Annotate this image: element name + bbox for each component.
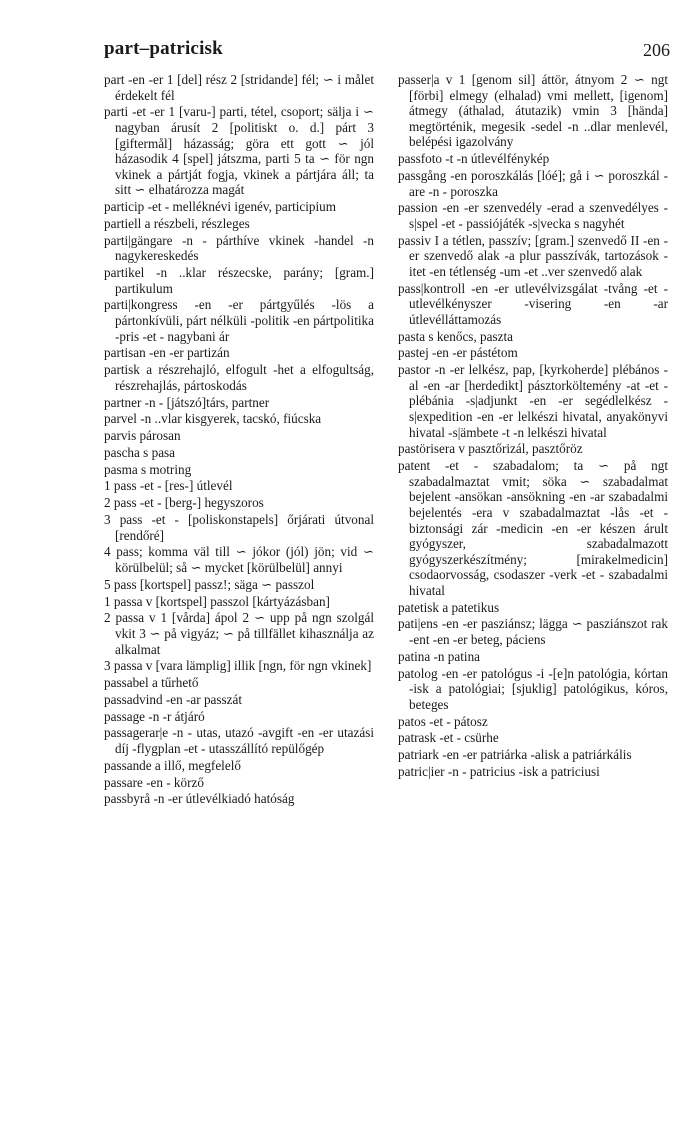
- dictionary-entry: 2 passa v 1 [vårda] ápol 2 ∽ upp på ngn szolgál vkit 3 ∽ på vigyáz; ∽ på tillfället kihasználja az alkalmat: [104, 610, 374, 657]
- dictionary-entry: partikel -n ..klar részecske, parány; [gram.] partikulum: [104, 265, 374, 296]
- dictionary-entry: patrask -et - csürhe: [398, 730, 499, 746]
- dictionary-entry: pasma s motring: [104, 461, 192, 477]
- dictionary-entry: 5 pass [kortspel] passz!; säga ∽ passzol: [104, 576, 315, 592]
- dictionary-entry: partisan -en -er partizán: [104, 345, 230, 361]
- dictionary-entry: passiv I a tétlen, passzív; [gram.] szenvedő II -en -er szenvedő alak -a plur passzívák, tartozások -itet -en tétlenség -um -et ..ver szenvedő alak: [398, 232, 668, 279]
- dictionary-entry: parvel -n ..vlar kisgyerek, tacskó, fiúcska: [104, 411, 322, 427]
- dictionary-entry: partisk a részrehajló, elfogult -het a elfogultság, részrehajlás, pártoskodás: [104, 362, 374, 393]
- left-column: [104, 72, 374, 808]
- dictionary-entry: particip -et - melléknévi igenév, participium: [104, 199, 337, 215]
- dictionary-entry: passande a illő, megfelelő: [104, 757, 241, 773]
- dictionary-entry: pasta s kenőcs, paszta: [398, 328, 513, 344]
- dictionary-entry: parvis párosan: [104, 428, 181, 444]
- dictionary-entry: 1 pass -et - [res-] útlevél: [104, 478, 233, 494]
- dictionary-entry: patolog -en -er patológus -i -[e]n patológia, kórtan -isk a patológiai; [sjuklig] patológikus, kóros, beteges: [398, 665, 668, 712]
- dictionary-entry: 1 passa v [kortspel] passzol [kártyázásban]: [104, 593, 330, 609]
- dictionary-entry: pastörisera v pasztőrizál, pasztőröz: [398, 441, 583, 457]
- dictionary-entry: pastej -en -er pástétom: [398, 345, 518, 361]
- dictionary-entry: 3 passa v [vara lämplig] illik [ngn, för ngn vkinek]: [104, 658, 372, 674]
- dictionary-entry: patetisk a patetikus: [398, 599, 500, 615]
- running-head: part–patricisk: [104, 38, 223, 59]
- dictionary-entry: patriark -en -er patriárka -alisk a patriárkális: [398, 747, 632, 763]
- dictionary-entry: pass|kontroll -en -er utlevélvizsgálat -tvång -et - utlevélkényszer -visering -en -ar útlevélláttamozás: [398, 280, 668, 327]
- dictionary-entry: passfoto -t -n útlevélfénykép: [398, 151, 550, 167]
- dictionary-entry: patric|ier -n - patricius -isk a patriciusi: [398, 763, 600, 779]
- dictionary-entry: 2 pass -et - [berg-] hegyszoros: [104, 495, 264, 511]
- dictionary-entry: passion -en -er szenvedély -erad a szenvedélyes -s|spel -et - passiójáték -s|vecka s nagyhét: [398, 200, 668, 231]
- dictionary-entry: passer|a v 1 [genom sil] áttör, átnyom 2 ∽ ngt [förbi] elmegy (elhalad) vmi mellett, [igenom] átmegy (áthalad, átutazik) vmin 3 [hända] megtörténik, megesik -sedel -n ..dlar menlevél, belépési igazolvány: [398, 72, 668, 150]
- right-column: [398, 72, 668, 781]
- dictionary-entry: pastor -n -er lelkész, pap, [kyrkoherde] plébános -al -en -ar [herdedikt] pásztorköltemény -at -et - plébánia -s|adjunkt -en -er segédlelkész -s|expedition -en -er lelkészi hivatal, anyakönyvi hivatal -s|ämbete -t -n lelkészi hivatal: [398, 362, 668, 440]
- dictionary-entry: partiell a részbeli, részleges: [104, 215, 250, 231]
- dictionary-entry: patent -et - szabadalom; ta ∽ på ngt szabadalmaztat vmit; söka ∽ szabadalmat bejelent -ansökan -ansökning -en -ar szabadalmi bejelentés -era v szabadalmaztat -lås -et - biztonsági zár -medicin -en -er készen árult gyógyszer, szabadalmazott gyógyszerkészítmény; [mirakelmedicin] csodaorvosság, csodaszer -verk -et - szabadalmi hivatal: [398, 458, 668, 598]
- dictionary-entry: patos -et - pátosz: [398, 713, 488, 729]
- dictionary-entry: partner -n - [játszó]társ, partner: [104, 394, 270, 410]
- page-header: [104, 38, 670, 66]
- dictionary-entry: passbyrå -n -er útlevélkiadó hatóság: [104, 791, 295, 807]
- dictionary-entry: parti|kongress -en -er pártgyűlés -lös a pártonkívüli, párt nélküli -politik -en pártpolitika -pris -et - nagybani ár: [104, 297, 374, 344]
- dictionary-entry: passage -n -r átjáró: [104, 708, 205, 724]
- dictionary-entry: 4 pass; komma väl till ∽ jókor (jól) jön; vid ∽ körülbelül; så ∽ mycket [körülbelül] annyi: [104, 544, 374, 575]
- dictionary-entry: passagerar|e -n - utas, utazó -avgift -en -er utazási díj -flygplan -et - utasszállító repülőgép: [104, 725, 374, 757]
- dictionary-entry: pati|ens -en -er pasziánsz; lägga ∽ pasziánszot rak -ent -en -er beteg, páciens: [398, 616, 668, 648]
- dictionary-entry: passgång -en poroszkálás [lóé]; gå i ∽ poroszkál -are -n - poroszka: [398, 167, 668, 199]
- dictionary-entry: part -en -er 1 [del] rész 2 [stridande] fél; ∽ i målet érdekelt fél: [104, 72, 374, 103]
- dictionary-entry: parti -et -er 1 [varu-] parti, tétel, csoport; sälja i ∽ nagyban árusít 2 [politiskt o. d.] párt 3 [giftermål] házasság; göra ett gott ∽ jól házasodik 4 [spel] játszma, parti 5 ta ∽ för ngn vkinek a pártját fogja, vkinek a pártjára áll; ta sitt ∽ elhatározza magát: [104, 104, 374, 198]
- dictionary-entry: parti|gängare -n - párthíve vkinek -handel -n nagykereskedés: [104, 232, 374, 264]
- dictionary-entry: patina -n patina: [398, 648, 481, 664]
- dictionary-entry: passadvind -en -ar passzát: [104, 691, 243, 707]
- dictionary-entry: pascha s pasa: [104, 444, 176, 460]
- page-number: 206: [643, 40, 670, 60]
- dictionary-entry: 3 pass -et - [poliskonstapels] őrjárati útvonal [rendőré]: [104, 512, 374, 543]
- dictionary-entry: passare -en - körző: [104, 774, 204, 790]
- dictionary-entry: passabel a tűrhető: [104, 675, 199, 691]
